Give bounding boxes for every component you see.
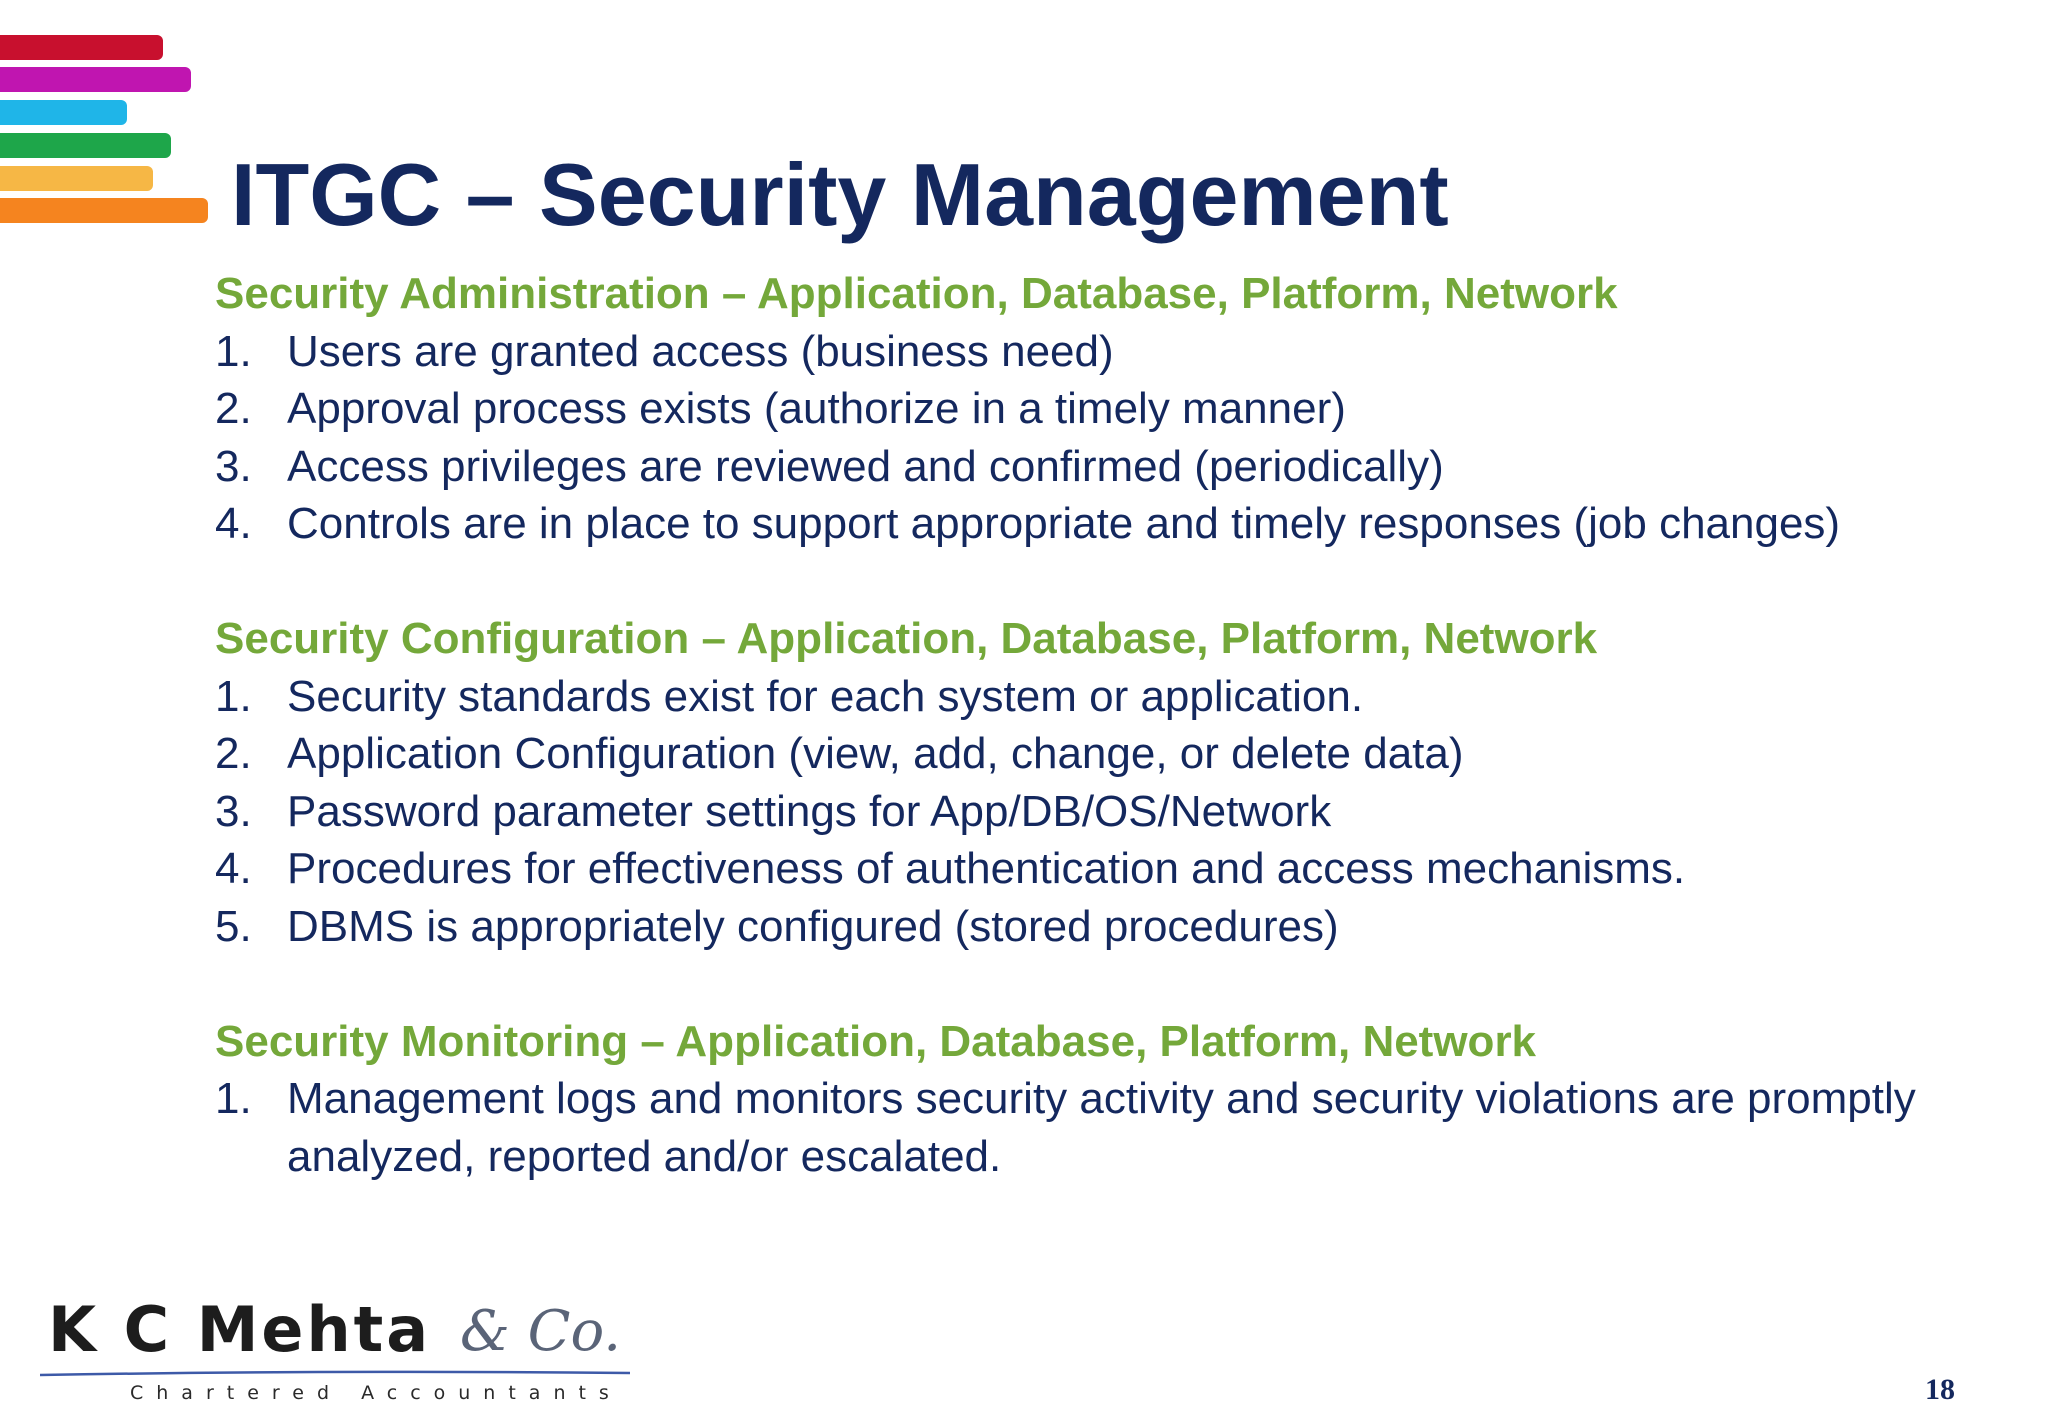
slide-title: ITGC – Security Management	[231, 145, 1449, 244]
list-item-text: DBMS is appropriately configured (stored procedures)	[287, 901, 1339, 951]
list-item	[215, 840, 1995, 898]
section-security-monitoring	[215, 1013, 1995, 1186]
company-logo	[40, 1290, 640, 1415]
list-item-number: 2.	[215, 384, 252, 433]
list-item-text: Access privileges are reviewed and confirmed (periodically)	[287, 441, 1444, 491]
stripe-green	[0, 133, 171, 158]
list-item-text: Procedures for effectiveness of authentication and access mechanisms.	[287, 844, 1686, 893]
slide-content	[215, 265, 1995, 1185]
list-item-number: 1.	[215, 671, 252, 721]
section-heading: Security Configuration – Application, Database, Platform, Network	[215, 614, 1598, 663]
list-item	[215, 783, 1995, 841]
list-item-number: 3.	[215, 441, 252, 491]
list-item-number: 5.	[215, 901, 252, 951]
logo-underline	[40, 1370, 630, 1378]
logo-ampersand: & Co.	[460, 1299, 622, 1364]
list-item-number: 3.	[215, 786, 252, 836]
numbered-list	[215, 323, 1995, 553]
list-item-text: Application Configuration (view, add, change, or delete data)	[287, 729, 1464, 778]
list-item-text: Approval process exists (authorize in a timely manner)	[287, 384, 1346, 433]
numbered-list	[215, 668, 1995, 956]
stripe-magenta	[0, 67, 191, 92]
section-security-administration	[215, 265, 1995, 553]
list-item	[215, 1070, 1995, 1185]
list-item-number: 2.	[215, 729, 252, 778]
list-item	[215, 380, 1995, 438]
list-item	[215, 668, 1995, 726]
list-item-text: Users are granted access (business need)	[287, 326, 1114, 376]
list-item-text: Security standards exist for each system or application.	[287, 671, 1364, 721]
logo-subtitle: Chartered Accountants	[130, 1382, 622, 1404]
list-item-number: 1.	[215, 326, 252, 376]
stripe-orange	[0, 198, 208, 223]
list-item-text: Management logs and monitors security activity and security violations are promptly analyzed, reported and/or escalated.	[287, 1074, 1916, 1181]
stripe-cyan	[0, 100, 127, 125]
list-item-number: 4.	[215, 844, 252, 893]
list-item-number: 1.	[215, 1074, 252, 1123]
list-item	[215, 725, 1995, 783]
list-item	[215, 495, 1995, 553]
section-heading: Security Administration – Application, Database, Platform, Network	[215, 269, 1618, 318]
section-heading: Security Monitoring – Application, Database, Platform, Network	[215, 1016, 1537, 1066]
stripe-red	[0, 35, 163, 60]
logo-name: K C Mehta	[48, 1293, 432, 1366]
numbered-list	[215, 1070, 1995, 1185]
list-item	[215, 438, 1995, 496]
stripe-yellow	[0, 166, 153, 191]
decorative-color-stripes	[0, 0, 220, 240]
list-item-text: Controls are in place to support appropriate and timely responses (job changes)	[287, 499, 1841, 548]
list-item-number: 4.	[215, 499, 252, 548]
section-security-configuration	[215, 610, 1995, 955]
list-item-text: Password parameter settings for App/DB/OS/Network	[287, 786, 1332, 836]
list-item	[215, 898, 1995, 956]
list-item	[215, 323, 1995, 381]
page-number: 18	[1925, 1373, 1955, 1406]
